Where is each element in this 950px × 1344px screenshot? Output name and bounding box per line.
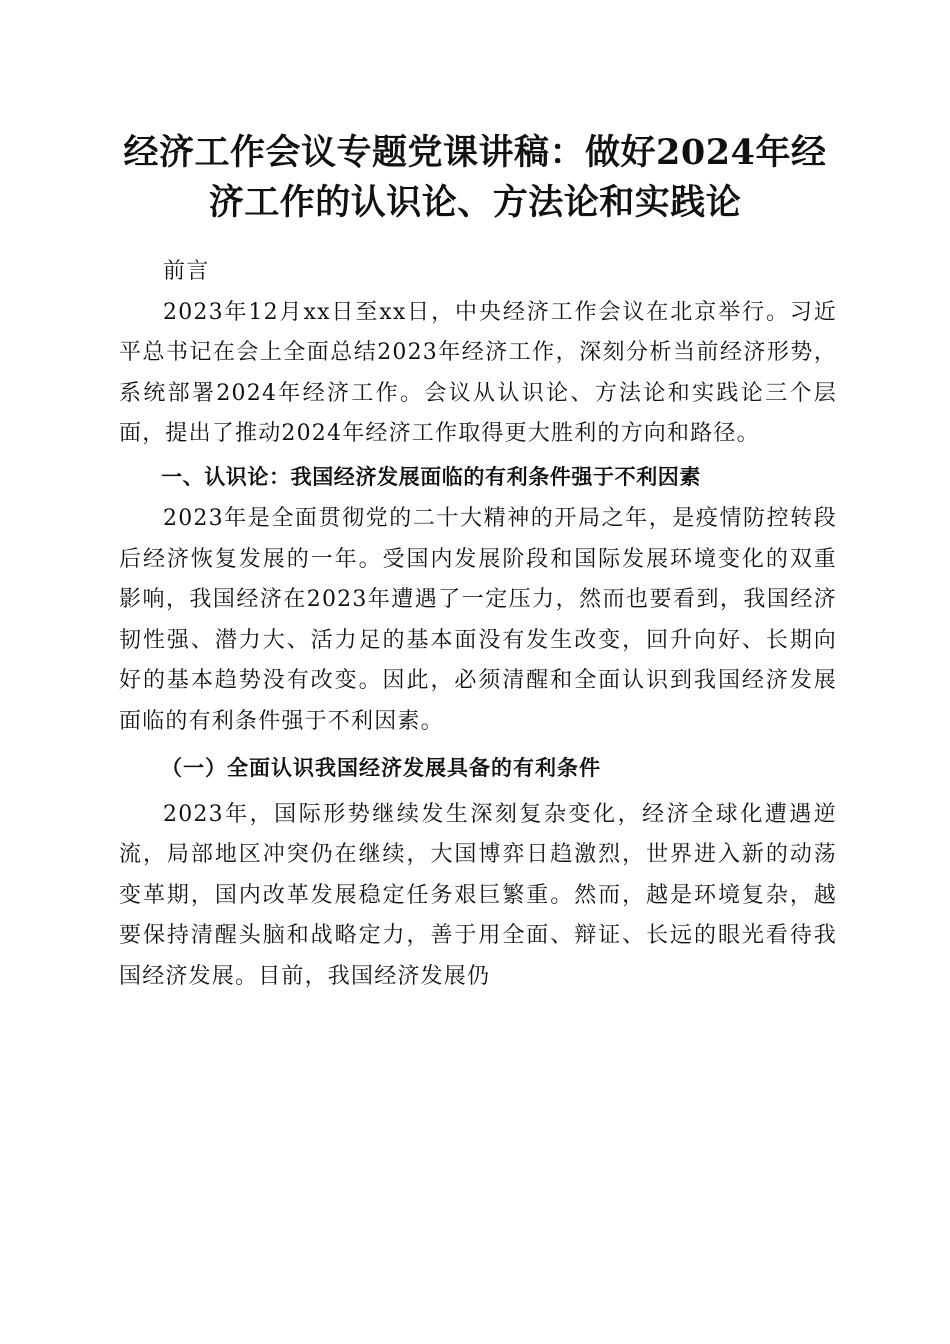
section-heading-1: 一、认识论：我国经济发展面临的有利条件强于不利因素	[161, 464, 701, 489]
title-line-2: 济工作的认识论、方法论和实践论	[208, 182, 742, 223]
paragraph-2: 2023年是全面贯彻党的二十大精神的开局之年，是疫情防控转段后经济恢复发展的一年。受国内发展阶段和国际发展环境变化的双重影响，我国经济在2023年遭遇了一定压力，然而也要看到，我国经济韧性强、潜力大、活力足的基本面没有发生改变，回升向好、长期向好的基本趋势没有改变。因此，必须清醒和全面认识到我国经济发展面临的有利条件强于不利因素。	[119, 506, 837, 734]
document-title	[100, 128, 850, 228]
title-line-1: 经济工作会议专题党课讲稿：做好2024年经	[123, 132, 827, 173]
paragraph-1: 2023年12月xx日至xx日，中央经济工作会议在北京举行。习近平总书记在会上全面总结2023年经济工作，深刻分析当前经济形势，系统部署2024年经济工作。会议从认识论、方法论和实践论三个层面，提出了推动2024年经济工作取得更大胜利的方向和路径。	[119, 299, 837, 446]
preface-label: 前言	[163, 259, 210, 284]
subsection-heading-1: （一）全面认识我国经济发展具备的有利条件	[161, 755, 601, 780]
paragraph-3: 2023年，国际形势继续发生深刻复杂变化，经济全球化遭遇逆流，局部地区冲突仍在继续，大国博弈日趋激烈，世界进入新的动荡变革期，国内改革发展稳定任务艰巨繁重。然而，越是环境复杂，越要保持清醒头脑和战略定力，善于用全面、辩证、长远的眼光看待我国经济发展。目前，我国经济发展仍	[119, 801, 837, 989]
document-body	[119, 252, 837, 997]
